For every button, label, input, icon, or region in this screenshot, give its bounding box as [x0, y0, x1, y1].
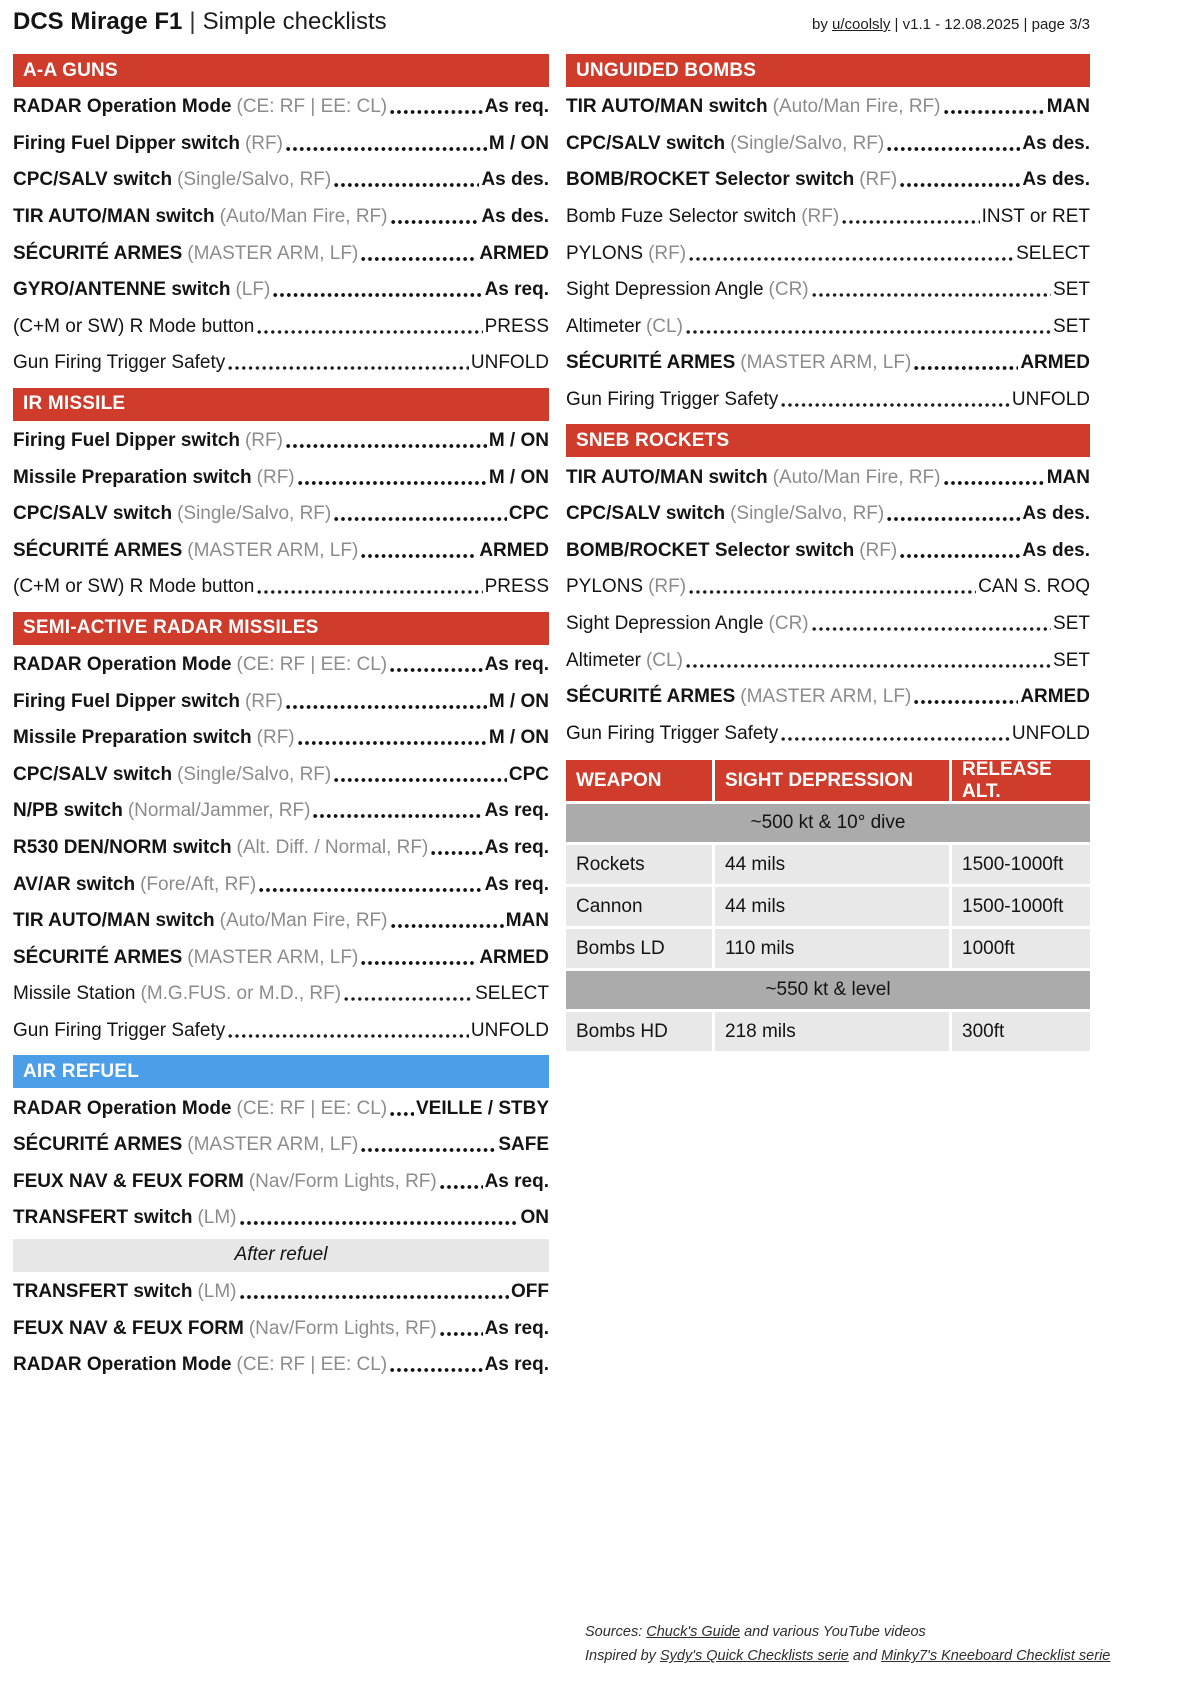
item-label: CPC/SALV switch [566, 132, 726, 154]
dotted-leader [900, 182, 1020, 188]
checklist-item [13, 647, 549, 684]
item-label: AV/AR switch [13, 873, 136, 895]
checklist-item [13, 939, 549, 976]
item-note: (CR) [768, 613, 809, 635]
dotted-leader [390, 109, 482, 115]
item-note: (MASTER ARM, LF) [187, 946, 359, 968]
dotted-leader [689, 256, 1014, 262]
item-value: UNFOLD [470, 352, 549, 374]
dotted-leader [440, 1331, 483, 1337]
checklist-item [566, 716, 1090, 753]
dotted-leader [686, 663, 1051, 669]
dotted-leader [900, 553, 1020, 559]
item-label: PYLONS [566, 576, 644, 598]
item-label: SÉCURITÉ ARMES [13, 539, 183, 561]
item-note: (RF) [244, 430, 283, 452]
dotted-leader [431, 850, 482, 856]
checklist-item [566, 126, 1090, 163]
table-cell: Bombs HD [566, 1012, 712, 1051]
dotted-leader [344, 996, 473, 1002]
checklist-item [13, 89, 549, 126]
checklist-item [13, 903, 549, 940]
item-label: RADAR Operation Mode [13, 1097, 232, 1119]
item-value: MAN [505, 910, 549, 932]
section-ir-missile [13, 382, 549, 606]
dotted-leader [440, 1184, 483, 1190]
item-label: SÉCURITÉ ARMES [566, 686, 736, 708]
checklist-item [13, 976, 549, 1013]
left-column [13, 48, 549, 1383]
checklist-item [13, 1310, 549, 1347]
item-label: RADAR Operation Mode [13, 1354, 232, 1376]
columns [13, 48, 1090, 1383]
item-value: SET [1053, 613, 1090, 635]
checklist-item [13, 126, 549, 163]
dotted-leader [914, 699, 1018, 705]
item-label: R530 DEN/NORM switch [13, 836, 232, 858]
item-label: CPC/SALV switch [13, 169, 173, 191]
checklist-item [13, 533, 549, 570]
section-title: SNEB ROCKETS [576, 429, 730, 451]
item-note: (M.G.FUS. or M.D., RF) [140, 983, 342, 1005]
item-label: TIR AUTO/MAN switch [13, 206, 215, 228]
item-value: VEILLE / STBY [415, 1097, 549, 1119]
item-note: (MASTER ARM, LF) [187, 1134, 359, 1156]
dotted-leader [887, 146, 1020, 152]
item-value: PRESS [484, 315, 549, 337]
item-label: TIR AUTO/MAN switch [566, 96, 768, 118]
item-label: CPC/SALV switch [13, 763, 173, 785]
dotted-leader [286, 443, 487, 449]
table-cell: Rockets [566, 845, 712, 884]
dotted-leader [361, 553, 477, 559]
item-value: UNFOLD [470, 1019, 549, 1041]
checklist-item [13, 830, 549, 867]
item-value: MAN [1046, 96, 1090, 118]
item-label: FEUX NAV & FEUX FORM [13, 1317, 244, 1339]
item-note: (RF) [801, 206, 840, 228]
table-cell: 44 mils [715, 845, 949, 884]
item-label: SÉCURITÉ ARMES [13, 1134, 183, 1156]
item-note: (RF) [244, 132, 283, 154]
table-condition-row: ~500 kt & 10° dive [566, 804, 1090, 842]
item-label: Sight Depression Angle [566, 279, 764, 301]
item-note: (Single/Salvo, RF) [730, 503, 885, 525]
dotted-leader [914, 365, 1018, 371]
table-header-cell: WEAPON [566, 760, 712, 801]
dotted-leader [842, 219, 979, 225]
dotted-leader [257, 589, 482, 595]
section-semi-active-radar-missiles [13, 606, 549, 1050]
dotted-leader [391, 923, 504, 929]
dotted-leader [361, 960, 477, 966]
checklist-item [13, 793, 549, 830]
dotted-leader [228, 1033, 469, 1039]
item-value: ARMED [1020, 352, 1090, 374]
table-cell: 44 mils [715, 887, 949, 926]
footer-text: and various YouTube videos [740, 1623, 926, 1640]
checklist-item [13, 235, 549, 272]
item-label: Firing Fuel Dipper switch [13, 690, 240, 712]
section-header [13, 388, 549, 421]
checklist-item [566, 89, 1090, 126]
item-note: (RF) [256, 466, 295, 488]
dotted-leader [812, 292, 1051, 298]
table-cell: 300ft [952, 1012, 1090, 1051]
item-label: Missile Station [13, 983, 136, 1005]
item-value: ON [520, 1207, 549, 1229]
dotted-leader [390, 667, 482, 673]
page-footer [585, 1620, 1110, 1669]
section-header [13, 612, 549, 645]
item-label: (C+M or SW) R Mode button [13, 576, 255, 598]
table-cell: 110 mils [715, 929, 949, 968]
table-header-cell: RELEASE ALT. [952, 760, 1090, 801]
item-label: TIR AUTO/MAN switch [566, 466, 768, 488]
checklist-item [13, 1274, 549, 1311]
item-value: MAN [1046, 466, 1090, 488]
weapon-table-grid [566, 760, 1090, 1051]
section-header [566, 54, 1090, 87]
item-note: (Normal/Jammer, RF) [127, 800, 311, 822]
divider-label: After refuel [234, 1244, 328, 1266]
dotted-leader [781, 402, 1010, 408]
item-label: Missile Preparation switch [13, 466, 252, 488]
dotted-leader [391, 219, 480, 225]
section-air-refuel [13, 1049, 549, 1383]
item-label: RADAR Operation Mode [13, 654, 232, 676]
footer-text: and [848, 1648, 882, 1665]
dotted-leader [781, 736, 1010, 742]
table-cell: Bombs LD [566, 929, 712, 968]
dotted-leader [887, 516, 1020, 522]
footer-text: Sources: [585, 1623, 647, 1640]
item-value: As req. [484, 836, 549, 858]
item-value: INST or RET [981, 206, 1090, 228]
dotted-leader [257, 329, 482, 335]
checklist-item [13, 272, 549, 309]
item-note: (Single/Salvo, RF) [730, 132, 885, 154]
dotted-leader [298, 740, 487, 746]
dotted-leader [361, 1147, 496, 1153]
item-label: SÉCURITÉ ARMES [13, 946, 183, 968]
section-title: UNGUIDED BOMBS [576, 59, 757, 81]
footer-link[interactable]: Chuck's Guide [646, 1623, 741, 1640]
item-label: FEUX NAV & FEUX FORM [13, 1170, 244, 1192]
dotted-leader [313, 813, 482, 819]
item-note: (Fore/Aft, RF) [140, 873, 257, 895]
item-note: (Single/Salvo, RF) [177, 763, 332, 785]
item-value: As req. [484, 96, 549, 118]
dotted-leader [228, 365, 469, 371]
checklist-item [13, 683, 549, 720]
checklist-item [566, 272, 1090, 309]
item-note: (Alt. Diff. / Normal, RF) [236, 836, 429, 858]
item-label: RADAR Operation Mode [13, 96, 232, 118]
footer-line [585, 1620, 1110, 1645]
item-value: M / ON [488, 727, 549, 749]
item-label: CPC/SALV switch [13, 503, 173, 525]
footer-text: Inspired by [585, 1648, 660, 1665]
checklist-item [566, 309, 1090, 346]
item-note: (LM) [197, 1280, 237, 1302]
item-value: M / ON [488, 466, 549, 488]
item-label: TRANSFERT switch [13, 1207, 193, 1229]
checklist-item [13, 345, 549, 382]
checklist-item [13, 459, 549, 496]
byline [812, 16, 1090, 33]
table-header-cell: SIGHT DEPRESSION [715, 760, 949, 801]
weapon-table [566, 760, 1090, 1051]
section-unguided-bombs [566, 48, 1090, 418]
page-title [13, 8, 387, 36]
checklist-item [566, 345, 1090, 382]
dotted-leader [334, 516, 507, 522]
item-value: OFF [511, 1280, 549, 1302]
item-label: Gun Firing Trigger Safety [566, 389, 779, 411]
checklist-item [566, 679, 1090, 716]
item-note: (MASTER ARM, LF) [740, 352, 912, 374]
item-note: (CE: RF | EE: CL) [236, 96, 388, 118]
dotted-leader [686, 329, 1051, 335]
table-cell: 1000ft [952, 929, 1090, 968]
section-title: AIR REFUEL [23, 1060, 139, 1082]
item-value: SELECT [1016, 242, 1090, 264]
footer-line [585, 1644, 1110, 1669]
checklist-item [566, 162, 1090, 199]
author-link[interactable]: u/coolsly [832, 16, 891, 33]
item-note: (CE: RF | EE: CL) [236, 1097, 388, 1119]
byline-prefix: by [812, 16, 833, 33]
checklist-item [566, 459, 1090, 496]
item-note: (Auto/Man Fire, RF) [219, 910, 388, 932]
item-value: ARMED [479, 946, 549, 968]
section-title: A-A GUNS [23, 59, 118, 81]
item-value: M / ON [488, 132, 549, 154]
item-label: BOMB/ROCKET Selector switch [566, 169, 855, 191]
item-label: Bomb Fuze Selector switch [566, 206, 797, 228]
right-column [566, 48, 1090, 1383]
section-title: SEMI-ACTIVE RADAR MISSILES [23, 617, 319, 639]
dotted-leader [286, 704, 487, 710]
item-value: As des. [1022, 169, 1090, 191]
item-note: (Auto/Man Fire, RF) [772, 96, 941, 118]
item-value: As req. [484, 1317, 549, 1339]
checklist-item [13, 162, 549, 199]
byline-meta: | v1.1 - 12.08.2025 | page 3/3 [890, 16, 1090, 33]
dotted-leader [812, 626, 1051, 632]
checklist-item [13, 496, 549, 533]
table-condition-row: ~550 kt & level [566, 971, 1090, 1009]
item-value: ARMED [479, 539, 549, 561]
checklist-item [566, 642, 1090, 679]
table-cell: 218 mils [715, 1012, 949, 1051]
item-note: (LF) [235, 279, 271, 301]
document-title: DCS Mirage F1 [13, 8, 183, 35]
checklist-item [13, 1090, 549, 1127]
item-value: As req. [484, 1170, 549, 1192]
table-cell: 1500-1000ft [952, 887, 1090, 926]
checklist-item [566, 533, 1090, 570]
item-value: ARMED [1020, 686, 1090, 708]
footer-link[interactable]: Sydy's Quick Checklists serie [659, 1648, 849, 1665]
item-label: GYRO/ANTENNE switch [13, 279, 231, 301]
checklist-item [13, 1200, 549, 1237]
item-note: (Auto/Man Fire, RF) [772, 466, 941, 488]
item-label: (C+M or SW) R Mode button [13, 315, 255, 337]
item-label: Sight Depression Angle [566, 613, 764, 635]
item-label: TRANSFERT switch [13, 1280, 193, 1302]
checklist-item [566, 382, 1090, 419]
item-note: (RF) [859, 169, 898, 191]
item-label: Gun Firing Trigger Safety [566, 722, 779, 744]
item-note: (Nav/Form Lights, RF) [248, 1170, 437, 1192]
checklist-item [13, 1013, 549, 1050]
item-label: BOMB/ROCKET Selector switch [566, 539, 855, 561]
item-value: CPC [508, 503, 549, 525]
section-header [566, 424, 1090, 457]
item-value: As req. [484, 279, 549, 301]
subsection-divider [13, 1239, 549, 1272]
item-value: As req. [484, 800, 549, 822]
checklist-item [13, 866, 549, 903]
item-label: SÉCURITÉ ARMES [566, 352, 736, 374]
table-cell: 1500-1000ft [952, 845, 1090, 884]
item-value: As des. [1022, 132, 1090, 154]
dotted-leader [390, 1367, 482, 1373]
item-value: CAN S. ROQ [978, 576, 1090, 598]
item-note: (RF) [256, 727, 295, 749]
item-value: SELECT [475, 983, 549, 1005]
item-note: (Single/Salvo, RF) [177, 503, 332, 525]
dotted-leader [944, 109, 1045, 115]
item-note: (CL) [645, 315, 683, 337]
item-label: Missile Preparation switch [13, 727, 252, 749]
item-value: M / ON [488, 690, 549, 712]
dotted-leader [240, 1294, 509, 1300]
item-note: (RF) [859, 539, 898, 561]
item-label: Firing Fuel Dipper switch [13, 132, 240, 154]
item-note: (CE: RF | EE: CL) [236, 1354, 388, 1376]
item-label: Firing Fuel Dipper switch [13, 430, 240, 452]
document-subtitle: Simple checklists [202, 8, 387, 35]
item-note: (MASTER ARM, LF) [187, 242, 359, 264]
checklist-item [13, 757, 549, 794]
section-header [13, 1055, 549, 1088]
dotted-leader [944, 480, 1045, 486]
item-label: N/PB switch [13, 800, 123, 822]
dotted-leader [334, 182, 479, 188]
item-label: PYLONS [566, 242, 644, 264]
item-note: (RF) [244, 690, 283, 712]
checklist-item [13, 199, 549, 236]
item-value: As req. [484, 873, 549, 895]
item-value: As des. [481, 206, 549, 228]
item-label: Altimeter [566, 649, 641, 671]
section-a-a-guns [13, 48, 549, 382]
dotted-leader [689, 589, 976, 595]
checklist-item [13, 309, 549, 346]
title-separator: | [189, 8, 196, 35]
checklist-item [566, 569, 1090, 606]
checklist-item [13, 423, 549, 460]
checklist-item [566, 235, 1090, 272]
dotted-leader [286, 146, 487, 152]
item-note: (Auto/Man Fire, RF) [219, 206, 388, 228]
checklist-item [13, 1127, 549, 1164]
checklist-item [13, 569, 549, 606]
item-note: (Nav/Form Lights, RF) [248, 1317, 437, 1339]
checklist-item [566, 496, 1090, 533]
checklist-item [566, 606, 1090, 643]
section-title: IR MISSILE [23, 393, 126, 415]
dotted-leader [259, 887, 482, 893]
item-value: As req. [484, 654, 549, 676]
item-value: As req. [484, 1354, 549, 1376]
checklist-item [13, 1347, 549, 1384]
item-label: SÉCURITÉ ARMES [13, 242, 183, 264]
checklist-item [13, 1163, 549, 1200]
table-cell: Cannon [566, 887, 712, 926]
item-note: (CL) [645, 649, 683, 671]
dotted-leader [273, 292, 482, 298]
page-header [13, 8, 1090, 48]
dotted-leader [361, 256, 477, 262]
item-note: (CR) [768, 279, 809, 301]
item-value: SAFE [498, 1134, 549, 1156]
item-value: SET [1053, 315, 1090, 337]
item-note: (RF) [648, 242, 687, 264]
item-label: CPC/SALV switch [566, 503, 726, 525]
item-value: UNFOLD [1011, 389, 1090, 411]
item-note: (LM) [197, 1207, 237, 1229]
item-value: As des. [1022, 503, 1090, 525]
checklist-item [13, 720, 549, 757]
item-note: (CE: RF | EE: CL) [236, 654, 388, 676]
dotted-leader [334, 777, 507, 783]
item-label: TIR AUTO/MAN switch [13, 910, 215, 932]
footer-link[interactable]: Minky7's Kneeboard Checklist serie [881, 1648, 1111, 1665]
item-value: UNFOLD [1011, 722, 1090, 744]
item-label: Altimeter [566, 315, 641, 337]
item-label: Gun Firing Trigger Safety [13, 352, 226, 374]
item-note: (MASTER ARM, LF) [740, 686, 912, 708]
item-value: ARMED [479, 242, 549, 264]
checklist-item [566, 199, 1090, 236]
dotted-leader [240, 1220, 519, 1226]
item-value: As des. [481, 169, 549, 191]
item-value: SET [1053, 649, 1090, 671]
section-header [13, 54, 549, 87]
dotted-leader [390, 1111, 414, 1117]
item-value: CPC [508, 763, 549, 785]
item-note: (MASTER ARM, LF) [187, 539, 359, 561]
item-note: (RF) [648, 576, 687, 598]
section-sneb-rockets [566, 418, 1090, 752]
item-value: As des. [1022, 539, 1090, 561]
item-label: Gun Firing Trigger Safety [13, 1019, 226, 1041]
item-note: (Single/Salvo, RF) [177, 169, 332, 191]
item-value: SET [1053, 279, 1090, 301]
dotted-leader [298, 480, 487, 486]
item-value: PRESS [484, 576, 549, 598]
item-value: M / ON [488, 430, 549, 452]
